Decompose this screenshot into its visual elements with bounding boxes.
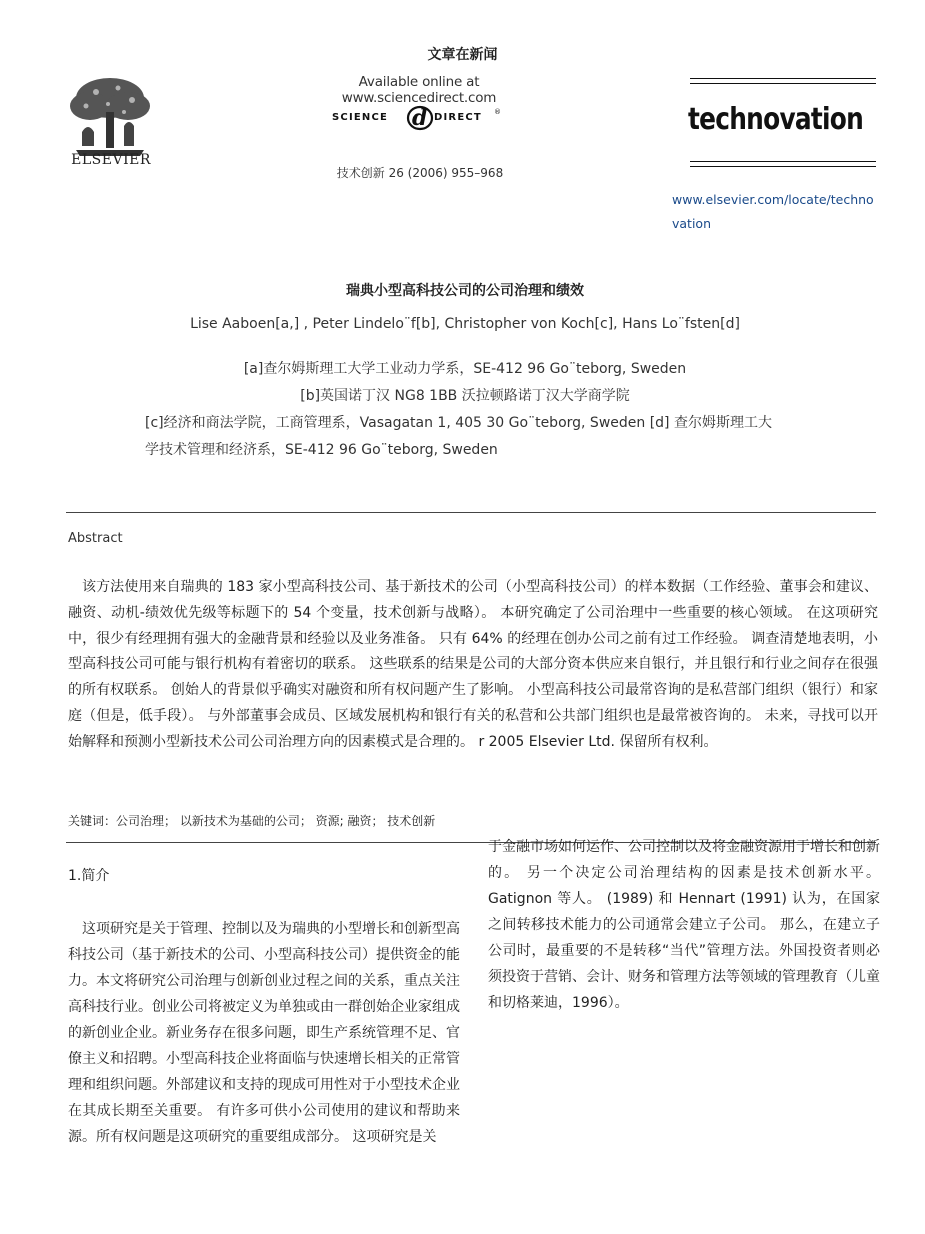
journal-name: technovation <box>688 102 864 137</box>
paper-title: 瑞典小型高科技公司的公司治理和绩效 <box>346 283 584 299</box>
keywords: 关键词：公司治理； 以新技术为基础的公司； 资源; 融资； 技术创新 <box>68 814 436 828</box>
journal-url-link[interactable]: www.elsevier.com/locate/technovation <box>672 192 874 231</box>
author-list: Lise Aaboen[a,] , Peter Lindelo¨f[b], Christopher von Koch[c], Hans Lo¨fsten[d] <box>190 316 740 332</box>
abstract-text: 该方法使用来自瑞典的 183 家小型高科技公司、基于新技术的公司（小型高科技公司）的样本数据（工作经验、董事会和建议、融资、动机-绩效优先级等标题下的 54 个变量，技术创新与战略）。 本研究确定了公司治理中一些重要的核心领域。 在这项研究中，很少有经理拥有强大的金融背景和经验以及业务准备。 只有 64% 的经理在创办公司之前有过工作经验。 调查清楚地表明，小型高科技公司可能与银行机构有着密切的联系。 这些联系的结果是公司的大部分资本供应来自银行，并且银行和行业之间存在很强的所有权联系。 创始人的背景似乎确实对融资和所有权问题产生了影响。 小型高科技公司最常咨询的是私营部门组织（银行）和家庭（但是，低手段）。 与外部董事会成员、区域发展机构和银行有关的私营和公共部门组织也是最常被咨询的。 未来，寻找可以开始解释和预测小型新技术公司公司治理方向的因素模式是合理的。 r 2005 Elsevier Ltd. 保留所有权利。 <box>68 579 878 750</box>
affiliation-a: [a]查尔姆斯理工大学工业动力学系，SE-412 96 Go¨teborg, Sweden <box>243 361 687 377</box>
journal-reference: 技术创新 26 (2006) 955–968 <box>336 166 504 180</box>
intro-left-column: 这项研究是关于管理、控制以及为瑞典的小型增长和创新型高科技公司（基于新技术的公司、小型高科技公司）提供资金的能力。本文将研究公司治理与创新创业过程之间的关系，重点关注高科技行业。创业公司将被定义为单独或由一群创始企业家组成的新创业企业。新业务存在很多问题，即生产系统管理不足、官僚主义和招聘。小型高科技企业将面临与快速增长相关的正常管理和组织问题。外部建议和支持的现成可用性对于小型技术企业在其成长期至关重要。 有许多可供小公司使用的建议和帮助来源。所有权问题是这项研究的重要组成部分。 这项研究是关 <box>68 921 460 1145</box>
masthead-rule-bottom <box>690 161 876 162</box>
masthead-rule-top <box>690 78 876 79</box>
masthead-rule-bottom-2 <box>690 166 876 167</box>
sd-reg-mark: ® <box>494 108 501 116</box>
affiliation-d: 学技术管理和经济系，SE-412 96 Go¨teborg, Sweden <box>145 442 498 458</box>
sd-d-mark-icon <box>408 105 432 131</box>
sciencedirect-logo <box>330 96 510 134</box>
abstract-label: Abstract <box>68 531 123 546</box>
header-title: 文章在新闻 <box>427 47 498 63</box>
affiliation-b: [b]英国诺丁汉 NG8 1BB 沃拉顿路诺丁汉大学商学院 <box>300 388 630 404</box>
sd-left-text: SCIENCE <box>332 112 389 123</box>
elsevier-tree-icon <box>66 76 152 156</box>
intro-right-column: 于金融市场如何运作、公司控制以及将金融资源用于增长和创新的。 另一个决定公司治理结构的因素是技术创新水平。 Gatignon 等人。 (1989) 和 Hennart (1991) 认为，在国家之间转移技术能力的公司通常会建立子公司。 那么，在建立子公司时，最重要的不是转移“当代”管理方法。外国投资者则必须投资于营销、会计、财务和管理方法等领域的管理教育（儿童和切格莱迪，1996）。 <box>488 839 880 1011</box>
elsevier-wordmark: ELSEVIER <box>71 152 151 168</box>
abstract-top-divider <box>66 512 876 513</box>
masthead-rule-top-2 <box>690 83 876 84</box>
section-heading-intro: 1.简介 <box>68 868 110 884</box>
available-online-text: Available online at www.sciencedirect.com <box>341 74 497 106</box>
affiliation-c: [c]经济和商法学院，工商管理系，Vasagatan 1, 405 30 Go¨teborg, Sweden [d] 查尔姆斯理工大 <box>145 415 772 431</box>
sd-right-text: DIRECT <box>434 112 482 123</box>
svg-text:d: d <box>412 105 428 131</box>
